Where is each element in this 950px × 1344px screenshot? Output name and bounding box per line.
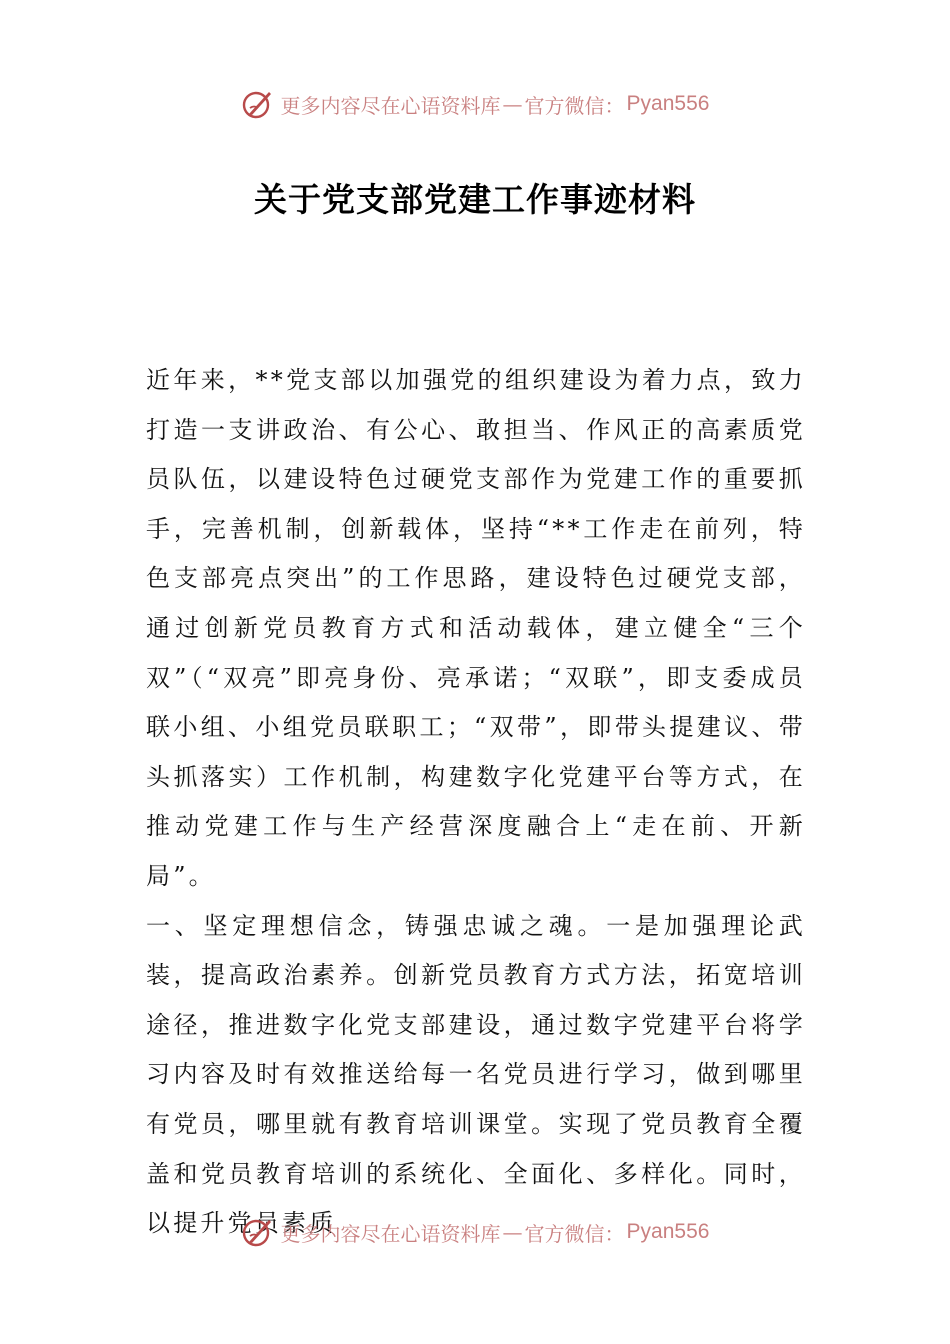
document-title: 关于党支部党建工作事迹材料	[254, 180, 696, 219]
watermark-wechat-id: Pyan556	[626, 1220, 710, 1243]
quill-pen-circle-icon	[241, 87, 275, 121]
header-watermark	[0, 84, 950, 124]
watermark-wechat-label: 官方微信：	[524, 93, 625, 118]
watermark-site: 更多内容尽在心语资料库	[280, 1221, 501, 1246]
paragraph-intro: 近年来，**党支部以加强党的组织建设为着力点，致力打造一支讲政治、有公心、敢担当、作风正的高素质党员队伍，以建设特色过硬党支部作为党建工作的重要抓手，完善机制，创新载体，坚持“**工作走在前列，特色支部亮点突出”的工作思路，建设特色过硬党支部，通过创新党员教育方式和活动载体，建立健全“三个双”（“双亮”即亮身份、亮承诺；“双联”，即支委成员联小组、小组党员联职工；“双带”，即带头提建议、带头抓落实）工作机制，构建数字化党建平台等方式，在推动党建工作与生产经营深度融合上“走在前、开新局”。	[146, 366, 806, 890]
document-body	[146, 356, 806, 1249]
watermark-site: 更多内容尽在心语资料库	[280, 93, 501, 118]
paragraph-section-1: 一、坚定理想信念，铸强忠诚之魂。一是加强理论武装，提高政治素养。创新党员教育方式方法，拓宽培训途径，推进数字化党支部建设，通过数字党建平台将学习内容及时有效推送给每一名党员进行学习，做到哪里有党员，哪里就有教育培训课堂。实现了党员教育全覆盖和党员教育培训的系统化、全面化、多样化。同时，以提升党员素质	[146, 911, 806, 1238]
quill-pen-circle-icon	[241, 1215, 275, 1249]
footer-watermark	[0, 1212, 950, 1252]
watermark-wechat-id: Pyan556	[626, 92, 710, 115]
watermark-wechat-label: 官方微信：	[524, 1221, 625, 1246]
watermark-separator: —	[502, 92, 523, 116]
watermark-separator: —	[502, 1220, 523, 1244]
